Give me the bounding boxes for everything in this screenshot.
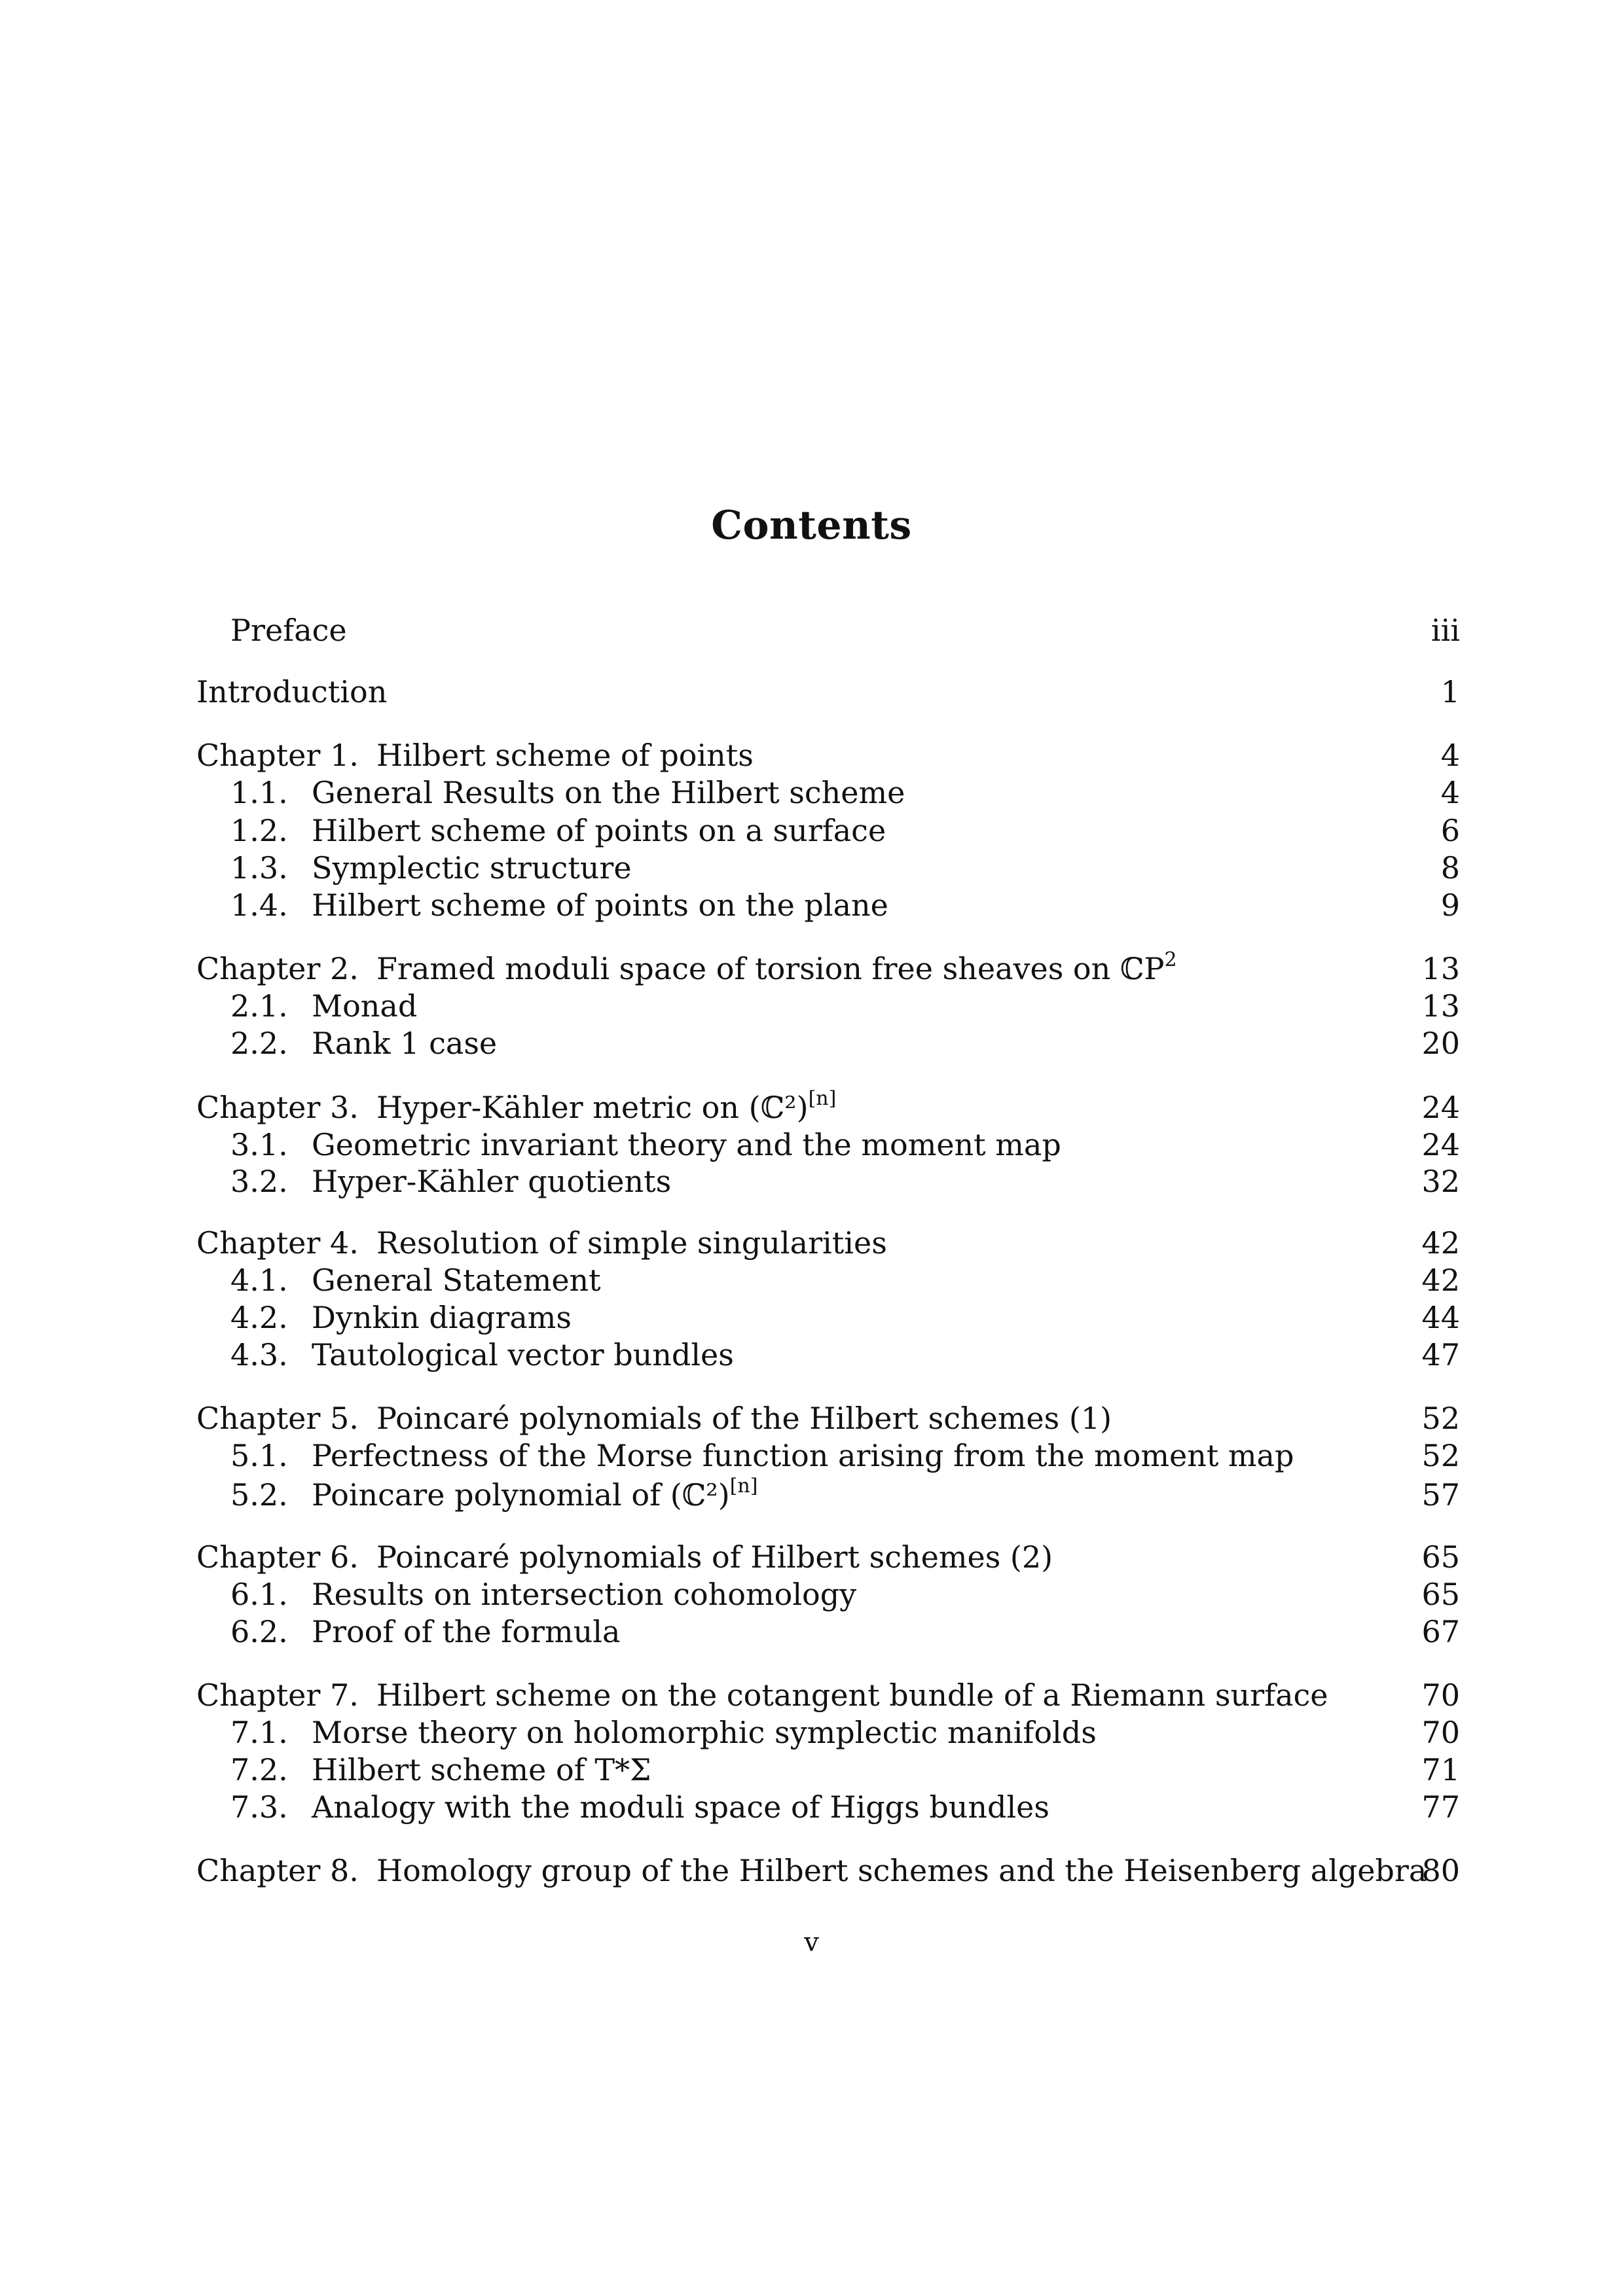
- toc-entry-page: 71: [1421, 1752, 1460, 1787]
- toc-entry-title-text: Hyper-Kähler quotients: [312, 1164, 672, 1199]
- toc-entry-number: 1.4.: [230, 888, 288, 923]
- toc-section-entry[interactable]: [196, 1713, 1460, 1752]
- toc-entry-title-text: Preface: [230, 613, 347, 648]
- toc-chapter-entry[interactable]: [196, 1676, 1460, 1715]
- toc-section-entry[interactable]: [196, 848, 1460, 888]
- toc-entry-title: [312, 773, 905, 812]
- toc-entry-page: 44: [1421, 1300, 1460, 1335]
- toc-section-entry[interactable]: [196, 1475, 1460, 1515]
- toc-entry-page: 9: [1440, 888, 1460, 923]
- toc-section-entry[interactable]: [196, 1261, 1460, 1300]
- toc-entry-title-text: Rank 1 case: [312, 1026, 498, 1061]
- toc-entry-title: [376, 1223, 887, 1263]
- toc-front-entry[interactable]: [196, 611, 1460, 650]
- toc-section-entry[interactable]: [196, 1298, 1460, 1337]
- toc-section-entry[interactable]: [196, 1612, 1460, 1651]
- toc-chapter-entry[interactable]: [196, 1223, 1460, 1263]
- toc-entry-title-text: Hilbert scheme of points on a surface: [312, 813, 886, 848]
- toc-entry-title: [376, 736, 754, 775]
- toc-entry-page: 6: [1440, 813, 1460, 848]
- toc-entry-title: [312, 1125, 1061, 1164]
- toc-section-entry[interactable]: [196, 1787, 1460, 1827]
- toc-entry-title-text: Poincare polynomial of (ℂ²): [312, 1477, 730, 1513]
- toc-entry-title: [312, 1261, 601, 1300]
- toc-entry-number: Chapter 8.: [196, 1853, 359, 1888]
- toc-chapter-entry[interactable]: [196, 1537, 1460, 1577]
- toc-entry-page: 20: [1421, 1026, 1460, 1061]
- toc-entry-title: [312, 1335, 734, 1374]
- toc-entry-title-text: Perfectness of the Morse function arising from the moment map: [312, 1438, 1294, 1473]
- toc-entry-number: Chapter 1.: [196, 738, 359, 773]
- toc-entry-title: [312, 886, 888, 925]
- toc-entry-page: iii: [1431, 613, 1460, 648]
- toc-entry-title: [312, 1750, 651, 1789]
- toc-entry-page: 32: [1421, 1164, 1460, 1199]
- toc-entry-number: Chapter 4.: [196, 1225, 359, 1261]
- toc-entry-page: 52: [1421, 1438, 1460, 1473]
- toc-entry-page: 65: [1421, 1539, 1460, 1575]
- toc-entry-page: 42: [1421, 1263, 1460, 1298]
- toc-entry-title-text: Results on intersection cohomology: [312, 1577, 857, 1612]
- toc-entry-title-text: Analogy with the moduli space of Higgs bundles: [312, 1789, 1049, 1825]
- toc-entry-number: Chapter 2.: [196, 951, 359, 986]
- toc-entry-page: 4: [1440, 775, 1460, 810]
- toc-entry-title: [376, 949, 1177, 988]
- toc-entry-number: 7.1.: [230, 1715, 288, 1750]
- toc-chapter-entry[interactable]: [196, 949, 1460, 988]
- toc-entry-title-text: Geometric invariant theory and the moment map: [312, 1127, 1061, 1162]
- toc-section-entry[interactable]: [196, 1024, 1460, 1063]
- toc-entry-title-text: Tautological vector bundles: [312, 1337, 734, 1372]
- toc-entry-page: 42: [1421, 1225, 1460, 1261]
- toc-entry-page: 47: [1421, 1337, 1460, 1372]
- toc-section-entry[interactable]: [196, 986, 1460, 1026]
- toc-entry-number: 4.3.: [230, 1337, 288, 1372]
- toc-entry-title-text: Framed moduli space of torsion free sheaves on ℂP: [376, 951, 1165, 986]
- toc-entry-number: Chapter 3.: [196, 1090, 359, 1125]
- toc-entry-page: 80: [1421, 1853, 1460, 1888]
- toc-entry-title-text: Hilbert scheme on the cotangent bundle of a Riemann surface: [376, 1677, 1328, 1713]
- toc-entry-number: 4.1.: [230, 1263, 288, 1298]
- toc-chapter-entry[interactable]: [196, 1088, 1460, 1127]
- toc-entry-page: 77: [1421, 1789, 1460, 1825]
- toc-entry-number: Chapter 5.: [196, 1401, 359, 1436]
- toc-entry-title: [312, 1162, 671, 1201]
- toc-chapter-entry[interactable]: [196, 1851, 1460, 1890]
- toc-entry-page: 13: [1421, 951, 1460, 986]
- toc-entry-page: 67: [1421, 1614, 1460, 1649]
- toc-entry-title: [376, 1851, 1427, 1890]
- toc-section-entry[interactable]: [196, 1436, 1460, 1475]
- toc-entry-number: 4.2.: [230, 1300, 288, 1335]
- toc-section-entry[interactable]: [196, 1335, 1460, 1374]
- toc-entry-title: [376, 1399, 1112, 1438]
- toc-entry-title: [312, 1436, 1294, 1475]
- toc-entry-title-text: Hyper-Kähler metric on (ℂ²): [376, 1090, 809, 1125]
- toc-entry-superscript: [n]: [808, 1086, 837, 1110]
- toc-chapter-entry[interactable]: [196, 736, 1460, 775]
- toc-entry-title: [312, 1024, 497, 1063]
- toc-entry-title-text: Poincaré polynomials of the Hilbert schemes (1): [376, 1401, 1112, 1436]
- toc-entry-number: Chapter 7.: [196, 1677, 359, 1713]
- toc-entry-number: 3.2.: [230, 1164, 288, 1199]
- toc-entry-number: Chapter 6.: [196, 1539, 359, 1575]
- toc-entry-title-text: General Results on the Hilbert scheme: [312, 775, 905, 810]
- toc-entry-title-text: Introduction: [196, 674, 388, 709]
- toc-entry-title: [376, 1537, 1053, 1577]
- toc-entry-page: 24: [1421, 1127, 1460, 1162]
- toc-entry-number: 3.1.: [230, 1127, 288, 1162]
- toc-entry-title: [312, 1475, 757, 1515]
- toc-entry-title-text: Hilbert scheme of T*Σ: [312, 1752, 651, 1787]
- toc-section-entry[interactable]: [196, 1162, 1460, 1201]
- toc-entry-title-text: Monad: [312, 988, 418, 1024]
- toc-entry-number: 6.2.: [230, 1614, 288, 1649]
- toc-entry-title: [312, 848, 632, 888]
- toc-entry-number: 6.1.: [230, 1577, 288, 1612]
- toc-front-entry[interactable]: [196, 672, 1460, 711]
- toc-entry-page: 24: [1421, 1090, 1460, 1125]
- toc-entry-title: [230, 611, 347, 650]
- toc-entry-title-text: Hilbert scheme of points on the plane: [312, 888, 888, 923]
- toc-entry-page: 57: [1421, 1477, 1460, 1513]
- toc-entry-title-text: General Statement: [312, 1263, 601, 1298]
- toc-entry-page: 52: [1421, 1401, 1460, 1436]
- toc-entry-number: 5.1.: [230, 1438, 288, 1473]
- toc-entry-title-text: Proof of the formula: [312, 1614, 621, 1649]
- toc-section-entry[interactable]: [196, 1125, 1460, 1164]
- page-number: v: [804, 1928, 819, 1958]
- page-title: Contents: [711, 503, 912, 548]
- toc-section-entry[interactable]: [196, 1575, 1460, 1614]
- toc-entry-title-text: Poincaré polynomials of Hilbert schemes (2): [376, 1539, 1053, 1575]
- toc-entry-title-text: Dynkin diagrams: [312, 1300, 572, 1335]
- toc-entry-page: 70: [1421, 1677, 1460, 1713]
- toc-entry-page: 4: [1440, 738, 1460, 773]
- toc-entry-title: [312, 1713, 1097, 1752]
- toc-entry-number: 2.1.: [230, 988, 288, 1024]
- toc-entry-page: 70: [1421, 1715, 1460, 1750]
- toc-entry-title: [312, 986, 417, 1026]
- toc-section-entry[interactable]: [196, 886, 1460, 925]
- toc-entry-title: [312, 1298, 572, 1337]
- toc-entry-title: [376, 1676, 1328, 1715]
- toc-entry-title-text: Symplectic structure: [312, 850, 632, 886]
- toc-section-entry[interactable]: [196, 811, 1460, 850]
- toc-entry-superscript: 2: [1164, 948, 1177, 971]
- toc-entry-page: 13: [1421, 988, 1460, 1024]
- toc-entry-number: 2.2.: [230, 1026, 288, 1061]
- toc-entry-title: [312, 1787, 1049, 1827]
- toc-entry-title-text: Homology group of the Hilbert schemes and the Heisenberg algebra: [376, 1853, 1427, 1888]
- toc-entry-title: [312, 1575, 856, 1614]
- toc-chapter-entry[interactable]: [196, 1399, 1460, 1438]
- toc-section-entry[interactable]: [196, 1750, 1460, 1789]
- toc-entry-title-text: Hilbert scheme of points: [376, 738, 754, 773]
- toc-entry-number: 7.3.: [230, 1789, 288, 1825]
- toc-entry-page: 65: [1421, 1577, 1460, 1612]
- toc-entry-number: 7.2.: [230, 1752, 288, 1787]
- toc-entry-title: [312, 1612, 620, 1651]
- toc-entry-title-text: Morse theory on holomorphic symplectic manifolds: [312, 1715, 1097, 1750]
- toc-section-entry[interactable]: [196, 773, 1460, 812]
- toc-entry-number: 1.2.: [230, 813, 288, 848]
- toc-entry-page: 8: [1440, 850, 1460, 886]
- toc-entry-title-text: Resolution of simple singularities: [376, 1225, 887, 1261]
- toc-entry-superscript: [n]: [729, 1474, 758, 1498]
- toc-entry-title: [312, 811, 886, 850]
- toc-entry-number: 1.3.: [230, 850, 288, 886]
- toc-entry-title: [376, 1088, 836, 1127]
- toc-entry-number: 5.2.: [230, 1477, 288, 1513]
- toc-entry-number: 1.1.: [230, 775, 288, 810]
- toc-entry-page: 1: [1440, 674, 1460, 709]
- toc-entry-title: [196, 672, 387, 711]
